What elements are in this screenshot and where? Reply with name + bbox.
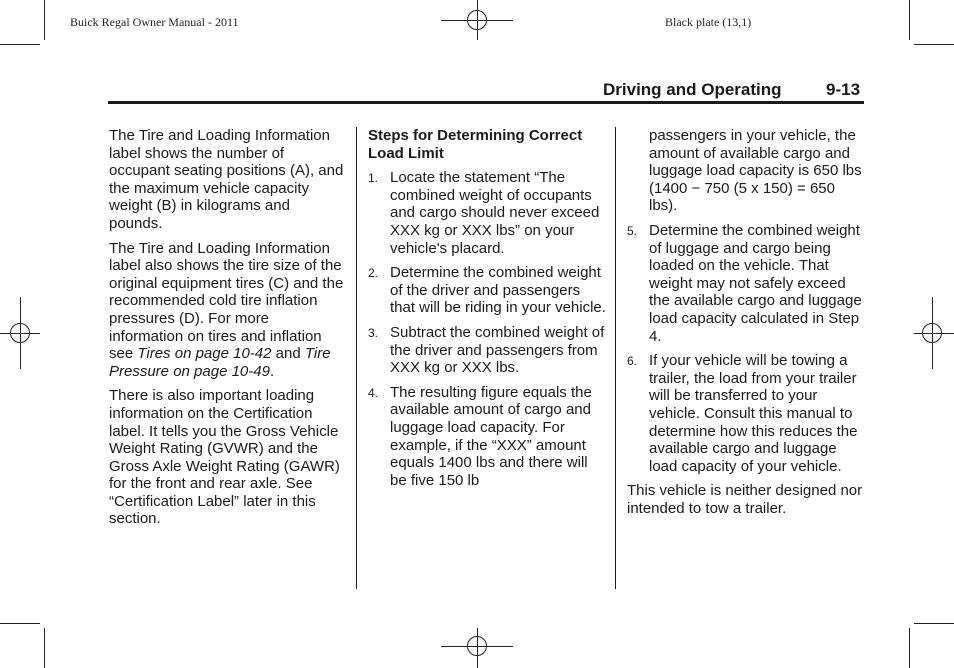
crop-mark — [44, 0, 45, 40]
step-number: 1. — [368, 171, 379, 186]
step-text: Subtract the combined weight of the driver and passengers from XXX kg or XXX lbs. — [390, 323, 605, 377]
plate-label: Black plate (13,1) — [665, 15, 752, 29]
step-number: 4. — [368, 385, 379, 400]
crop-mark — [0, 44, 40, 45]
step-text: Determine the combined weight of luggage and cargo being loaded on the vehicle. That weight may not safely exceed the available cargo and luggage load capacity calculated in Step 4. — [649, 221, 862, 345]
step-number: 3. — [368, 325, 379, 340]
step-number: 2. — [368, 266, 379, 281]
paragraph: There is also important loading information on the Certification label. It tells you the Gross Vehicle Weight Rating (GVWR) and the Gross Axle Weight Rating (GAWR) for the front and rear axle. See “Certification Label” later in this section. — [109, 387, 340, 528]
step-text: Determine the combined weight of the driver and passengers that will be riding in your vehicle. — [390, 264, 606, 317]
column-divider — [615, 127, 616, 589]
list-item — [368, 169, 608, 257]
tires-link[interactable]: Tires on page 10-42 — [137, 345, 272, 363]
registration-mark-left — [0, 297, 40, 369]
registration-mark-bottom — [441, 628, 513, 668]
crop-mark — [914, 44, 954, 45]
page-number: 9-13 — [826, 80, 861, 99]
steps-heading: Steps for Determining Correct Load Limit — [368, 127, 583, 162]
paragraph: This vehicle is neither designed nor intended to tow a trailer. — [627, 482, 863, 517]
section-title: Driving and Operating — [603, 80, 782, 99]
manual-title: Buick Regal Owner Manual - 2011 — [70, 15, 239, 29]
step-text: If your vehicle will be towing a trailer, the load from your trailer will be transferred to your vehicle. Consult this manual to determine how this reduces the available cargo and luggage load capacity of your vehicle. — [649, 352, 858, 475]
column-divider — [356, 127, 357, 589]
tire-pressure-link[interactable]: Tire Pressure on page 10-49 — [109, 345, 331, 380]
step-text: The resulting figure equals the available amount of cargo and luggage load capacity. For example, if the “XXX” amount equals 1400 lbs and there will be five 150 lb — [390, 383, 592, 489]
list-item — [368, 384, 608, 490]
crop-mark — [914, 623, 954, 624]
paragraph: The Tire and Loading Information label shows the number of occupant seating positions (A), and the maximum vehicle capacity weight (B) in kilograms and pounds. — [109, 127, 344, 232]
step-number: 6. — [627, 354, 638, 369]
registration-mark-right — [914, 297, 954, 369]
paragraph: The Tire and Loading Information label also shows the tire size of the original equipment tires (C) and the recommended cold tire inflation pressures (D). For more information on tires and inflation see Tires on page 10-42 and Tire Pressure on page 10-49. — [109, 239, 344, 380]
step-continuation: passengers in your vehicle, the amount of available cargo and luggage load capacity is 650 lbs (1400 − 750 (5 x 150) = 650 lbs). — [649, 127, 862, 215]
list-item — [368, 324, 608, 377]
column-1 — [109, 127, 345, 535]
step-number: 5. — [627, 223, 638, 238]
registration-mark-top — [441, 0, 513, 40]
list-item — [627, 222, 865, 345]
steps-list — [627, 222, 865, 475]
column-3 — [627, 127, 865, 524]
column-2 — [368, 127, 608, 496]
crop-mark — [909, 628, 910, 668]
crop-mark — [0, 623, 40, 624]
list-item — [368, 264, 608, 317]
crop-mark — [44, 628, 45, 668]
crop-mark — [909, 0, 910, 40]
list-item — [627, 352, 865, 475]
steps-list — [368, 169, 608, 489]
step-text: Locate the statement “The combined weight of occupants and cargo should never exceed XXX kg or XXX lbs” on your vehicle's placard. — [390, 169, 600, 257]
header-rule — [108, 101, 864, 104]
